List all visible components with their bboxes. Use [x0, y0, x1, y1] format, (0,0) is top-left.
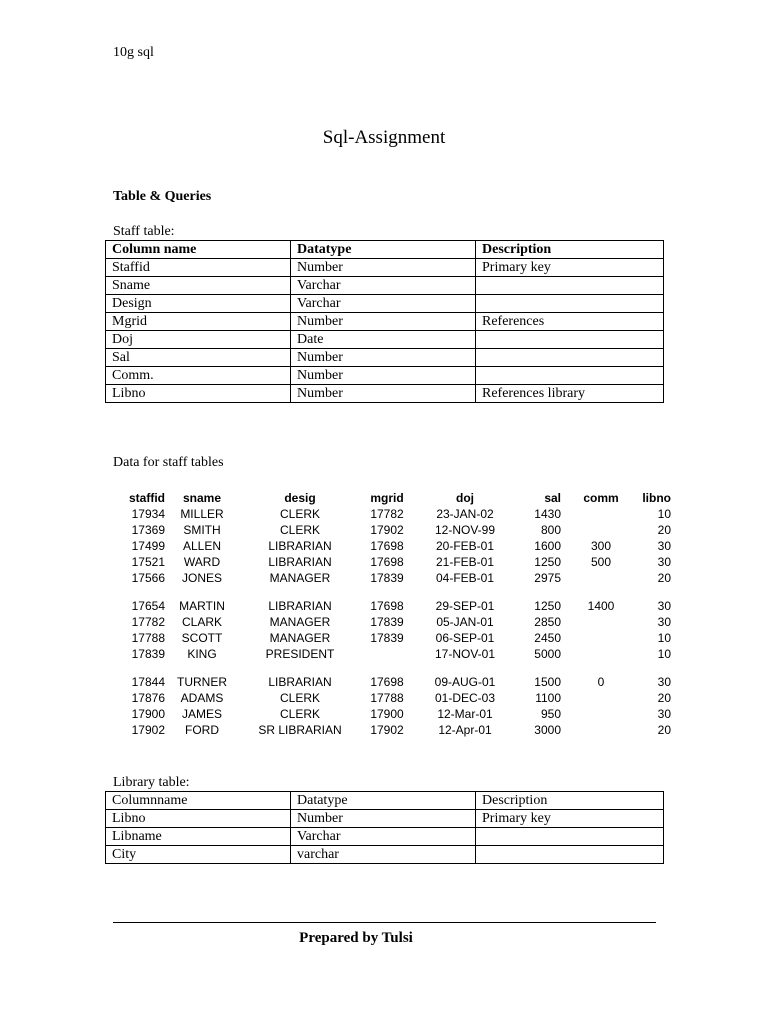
- staff-data-cell-sname: ADAMS: [180, 691, 224, 705]
- staff-data-cell-staffid: 17521: [131, 555, 165, 569]
- library-table-header-row: [106, 792, 664, 810]
- staff-data-row: [113, 538, 683, 554]
- staff-data-cell-sname: MARTIN: [179, 599, 225, 613]
- library-table-cell: Varchar: [291, 828, 476, 846]
- staff-data-cell-mgrid: 17839: [370, 631, 404, 645]
- staff-data-header-desig: desig: [284, 491, 316, 505]
- staff-data-cell-comm: 300: [590, 539, 612, 553]
- staff-data-cell-doj: 20-FEB-01: [435, 539, 495, 553]
- library-table-row: [106, 846, 664, 864]
- staff-table-cell: Number: [291, 349, 476, 367]
- staff-table-caption: Staff table:: [113, 224, 175, 239]
- staff-table-cell: Varchar: [291, 295, 476, 313]
- library-table-row: [106, 828, 664, 846]
- footer-rule: [113, 922, 656, 923]
- staff-data-cell-desig: LIBRARIAN: [268, 675, 332, 689]
- staff-data-cell-doj: 06-SEP-01: [435, 631, 495, 645]
- staff-data-cell-staffid: 17788: [131, 631, 165, 645]
- staff-table-cell: [476, 295, 664, 313]
- staff-table-header-cell: Description: [476, 241, 664, 259]
- staff-data-cell-sal: 800: [540, 523, 561, 537]
- staff-table-row: [106, 277, 664, 295]
- staff-table-row: [106, 385, 664, 403]
- staff-data-cell-desig: CLERK: [279, 507, 320, 521]
- staff-data-cell-desig: PRESIDENT: [265, 647, 335, 661]
- staff-data-header-mgrid: mgrid: [370, 491, 404, 505]
- staff-table-row: [106, 313, 664, 331]
- staff-data-cell-staffid: 17844: [131, 675, 165, 689]
- staff-data-cell-desig: LIBRARIAN: [268, 539, 332, 553]
- library-table-cell: [476, 846, 664, 864]
- staff-data-row: [113, 706, 683, 722]
- staff-table-cell: Sname: [106, 277, 291, 295]
- staff-data-cell-libno: 30: [657, 707, 671, 721]
- staff-data-row: [113, 690, 683, 706]
- library-table-cell: varchar: [291, 846, 476, 864]
- staff-data-row: [113, 646, 683, 662]
- staff-data-cell-sal: 1250: [534, 555, 561, 569]
- staff-data-cell-doj: 09-AUG-01: [434, 675, 496, 689]
- staff-data-cell-staffid: 17782: [131, 615, 165, 629]
- footer-text: Prepared by Tulsi: [299, 930, 413, 946]
- staff-data-header-staffid: staffid: [129, 491, 165, 505]
- staff-data-cell-libno: 20: [657, 691, 671, 705]
- staff-table-cell: [476, 277, 664, 295]
- staff-data-cell-desig: CLERK: [279, 707, 320, 721]
- staff-data-cell-libno: 20: [657, 723, 671, 737]
- library-table-cell: City: [106, 846, 291, 864]
- staff-table-cell: Staffid: [106, 259, 291, 277]
- staff-table-cell: Date: [291, 331, 476, 349]
- staff-data-cell-comm: 0: [597, 675, 605, 689]
- section-heading: Table & Queries: [113, 189, 212, 204]
- staff-table-row: [106, 367, 664, 385]
- staff-data-cell-mgrid: 17698: [370, 539, 404, 553]
- staff-table-cell: Design: [106, 295, 291, 313]
- staff-data-cell-libno: 30: [657, 599, 671, 613]
- staff-data-cell-staffid: 17499: [131, 539, 165, 553]
- staff-data-cell-sname: MILLER: [180, 507, 224, 521]
- staff-data-cell-staffid: 17369: [131, 523, 165, 537]
- staff-table-cell: Sal: [106, 349, 291, 367]
- staff-data-cell-libno: 10: [657, 507, 671, 521]
- staff-data-cell-sname: SCOTT: [181, 631, 223, 645]
- staff-data-header-libno: libno: [642, 491, 671, 505]
- staff-data-cell-desig: CLERK: [279, 523, 320, 537]
- staff-data-cell-sname: WARD: [183, 555, 221, 569]
- staff-table-row: [106, 259, 664, 277]
- staff-data-cell-doj: 05-JAN-01: [436, 615, 494, 629]
- staff-data-cell-sal: 2850: [534, 615, 561, 629]
- staff-data-cell-sname: SMITH: [183, 523, 221, 537]
- staff-data-cell-doj: 01-DEC-03: [434, 691, 496, 705]
- staff-table-cell: Varchar: [291, 277, 476, 295]
- staff-data-cell-comm: 1400: [587, 599, 615, 613]
- staff-data-row: [113, 630, 683, 646]
- library-table-row: [106, 810, 664, 828]
- library-table-cell: Number: [291, 810, 476, 828]
- staff-data-row: [113, 674, 683, 690]
- library-table-header-cell: Columnname: [106, 792, 291, 810]
- staff-data-cell-mgrid: 17698: [370, 555, 404, 569]
- staff-table-cell: Mgrid: [106, 313, 291, 331]
- staff-data-cell-desig: MANAGER: [269, 615, 331, 629]
- staff-table-cell: [476, 367, 664, 385]
- staff-data-cell-mgrid: 17782: [370, 507, 404, 521]
- staff-data-cell-doj: 17-NOV-01: [434, 647, 496, 661]
- staff-table-cell: Number: [291, 385, 476, 403]
- staff-data-header-sal: sal: [544, 491, 561, 505]
- staff-table: [105, 240, 664, 403]
- staff-data-cell-staffid: 17876: [131, 691, 165, 705]
- staff-table-cell: Comm.: [106, 367, 291, 385]
- staff-data-cell-libno: 30: [657, 555, 671, 569]
- staff-data-cell-doj: 12-NOV-99: [434, 523, 496, 537]
- staff-data-cell-libno: 30: [657, 615, 671, 629]
- staff-data-cell-sname: FORD: [185, 723, 219, 737]
- staff-data-row: [113, 722, 683, 738]
- staff-data-cell-doj: 21-FEB-01: [435, 555, 495, 569]
- staff-data-cell-libno: 30: [657, 675, 671, 689]
- header-note: 10g sql: [113, 45, 154, 60]
- staff-data-cell-sname: JAMES: [181, 707, 222, 721]
- staff-data-caption: Data for staff tables: [113, 455, 224, 470]
- staff-data-cell-desig: LIBRARIAN: [268, 555, 332, 569]
- staff-data-row: [113, 522, 683, 538]
- staff-table-cell: Number: [291, 259, 476, 277]
- staff-table-row: [106, 295, 664, 313]
- staff-data-cell-sal: 5000: [534, 647, 561, 661]
- library-table-caption: Library table:: [113, 775, 190, 790]
- staff-table-row: [106, 349, 664, 367]
- staff-table-cell: References: [476, 313, 664, 331]
- library-table-header-cell: Description: [476, 792, 664, 810]
- staff-table-header-row: [106, 241, 664, 259]
- staff-data-cell-sal: 2975: [534, 571, 561, 585]
- staff-table-cell: Number: [291, 313, 476, 331]
- document-title: Sql-Assignment: [322, 127, 446, 148]
- staff-data-cell-desig: MANAGER: [269, 571, 331, 585]
- staff-data-cell-staffid: 17566: [131, 571, 165, 585]
- staff-data-cell-doj: 23-JAN-02: [436, 507, 494, 521]
- staff-data-header-sname: sname: [182, 491, 222, 505]
- staff-data-cell-sal: 1100: [535, 691, 561, 705]
- staff-data-row: [113, 570, 683, 586]
- staff-data-cell-sal: 1250: [534, 599, 561, 613]
- staff-table-cell: References library: [476, 385, 664, 403]
- staff-data-cell-doj: 12-Mar-01: [437, 707, 493, 721]
- staff-data-cell-libno: 20: [657, 523, 671, 537]
- staff-data-cell-desig: CLERK: [279, 691, 320, 705]
- staff-data-cell-staffid: 17934: [131, 507, 165, 521]
- library-table: [105, 791, 664, 864]
- staff-data-header-row: [113, 490, 683, 506]
- staff-data-cell-doj: 29-SEP-01: [435, 599, 495, 613]
- staff-data-cell-sal: 2450: [534, 631, 561, 645]
- staff-data-cell-staffid: 17902: [131, 723, 165, 737]
- staff-data-cell-libno: 10: [657, 631, 671, 645]
- staff-data-cell-sname: CLARK: [181, 615, 222, 629]
- staff-data-cell-staffid: 17654: [131, 599, 165, 613]
- staff-table-cell: Number: [291, 367, 476, 385]
- staff-table-row: [106, 331, 664, 349]
- staff-data-header-comm: comm: [583, 491, 619, 505]
- staff-data-row: [113, 614, 683, 630]
- staff-data-grid: [113, 490, 683, 738]
- staff-data-cell-libno: 30: [657, 539, 671, 553]
- library-table-header-cell: Datatype: [291, 792, 476, 810]
- staff-data-cell-staffid: 17900: [131, 707, 165, 721]
- staff-data-cell-mgrid: 17839: [370, 571, 404, 585]
- staff-data-cell-mgrid: 17900: [370, 707, 404, 721]
- staff-data-cell-mgrid: 17839: [370, 615, 404, 629]
- staff-table-cell: [476, 331, 664, 349]
- staff-data-cell-mgrid: 17698: [370, 599, 404, 613]
- staff-data-cell-desig: LIBRARIAN: [268, 599, 332, 613]
- staff-data-row: [113, 598, 683, 614]
- staff-data-cell-libno: 20: [657, 571, 671, 585]
- staff-data-cell-sname: JONES: [181, 571, 222, 585]
- staff-table-header-cell: Datatype: [291, 241, 476, 259]
- staff-data-cell-mgrid: 17698: [370, 675, 404, 689]
- staff-table-header-cell: Column name: [106, 241, 291, 259]
- staff-data-cell-sname: KING: [187, 647, 217, 661]
- library-table-cell: [476, 828, 664, 846]
- staff-data-cell-mgrid: 17902: [370, 723, 404, 737]
- staff-data-cell-sal: 1500: [534, 675, 561, 689]
- staff-table-cell: Doj: [106, 331, 291, 349]
- staff-data-cell-sal: 1430: [534, 507, 561, 521]
- staff-data-cell-sname: ALLEN: [182, 539, 222, 553]
- staff-data-cell-desig: MANAGER: [269, 631, 331, 645]
- staff-data-cell-desig: SR LIBRARIAN: [258, 723, 342, 737]
- staff-data-row: [113, 554, 683, 570]
- staff-data-cell-libno: 10: [657, 647, 671, 661]
- staff-table-cell: Primary key: [476, 259, 664, 277]
- staff-data-row: [113, 506, 683, 522]
- staff-data-cell-mgrid: 17788: [370, 691, 404, 705]
- staff-data-cell-sal: 950: [540, 707, 561, 721]
- staff-data-cell-doj: 04-FEB-01: [435, 571, 495, 585]
- staff-data-cell-mgrid: 17902: [370, 523, 404, 537]
- library-table-cell: Libname: [106, 828, 291, 846]
- staff-data-cell-comm: 500: [590, 555, 612, 569]
- library-table-cell: Primary key: [476, 810, 664, 828]
- library-table-cell: Libno: [106, 810, 291, 828]
- staff-data-cell-sal: 1600: [534, 539, 561, 553]
- staff-data-cell-sal: 3000: [534, 723, 561, 737]
- staff-data-cell-sname: TURNER: [177, 675, 227, 689]
- staff-data-cell-staffid: 17839: [131, 647, 165, 661]
- staff-table-cell: Libno: [106, 385, 291, 403]
- staff-data-header-doj: doj: [456, 491, 474, 505]
- staff-table-cell: [476, 349, 664, 367]
- staff-data-cell-doj: 12-Apr-01: [438, 723, 492, 737]
